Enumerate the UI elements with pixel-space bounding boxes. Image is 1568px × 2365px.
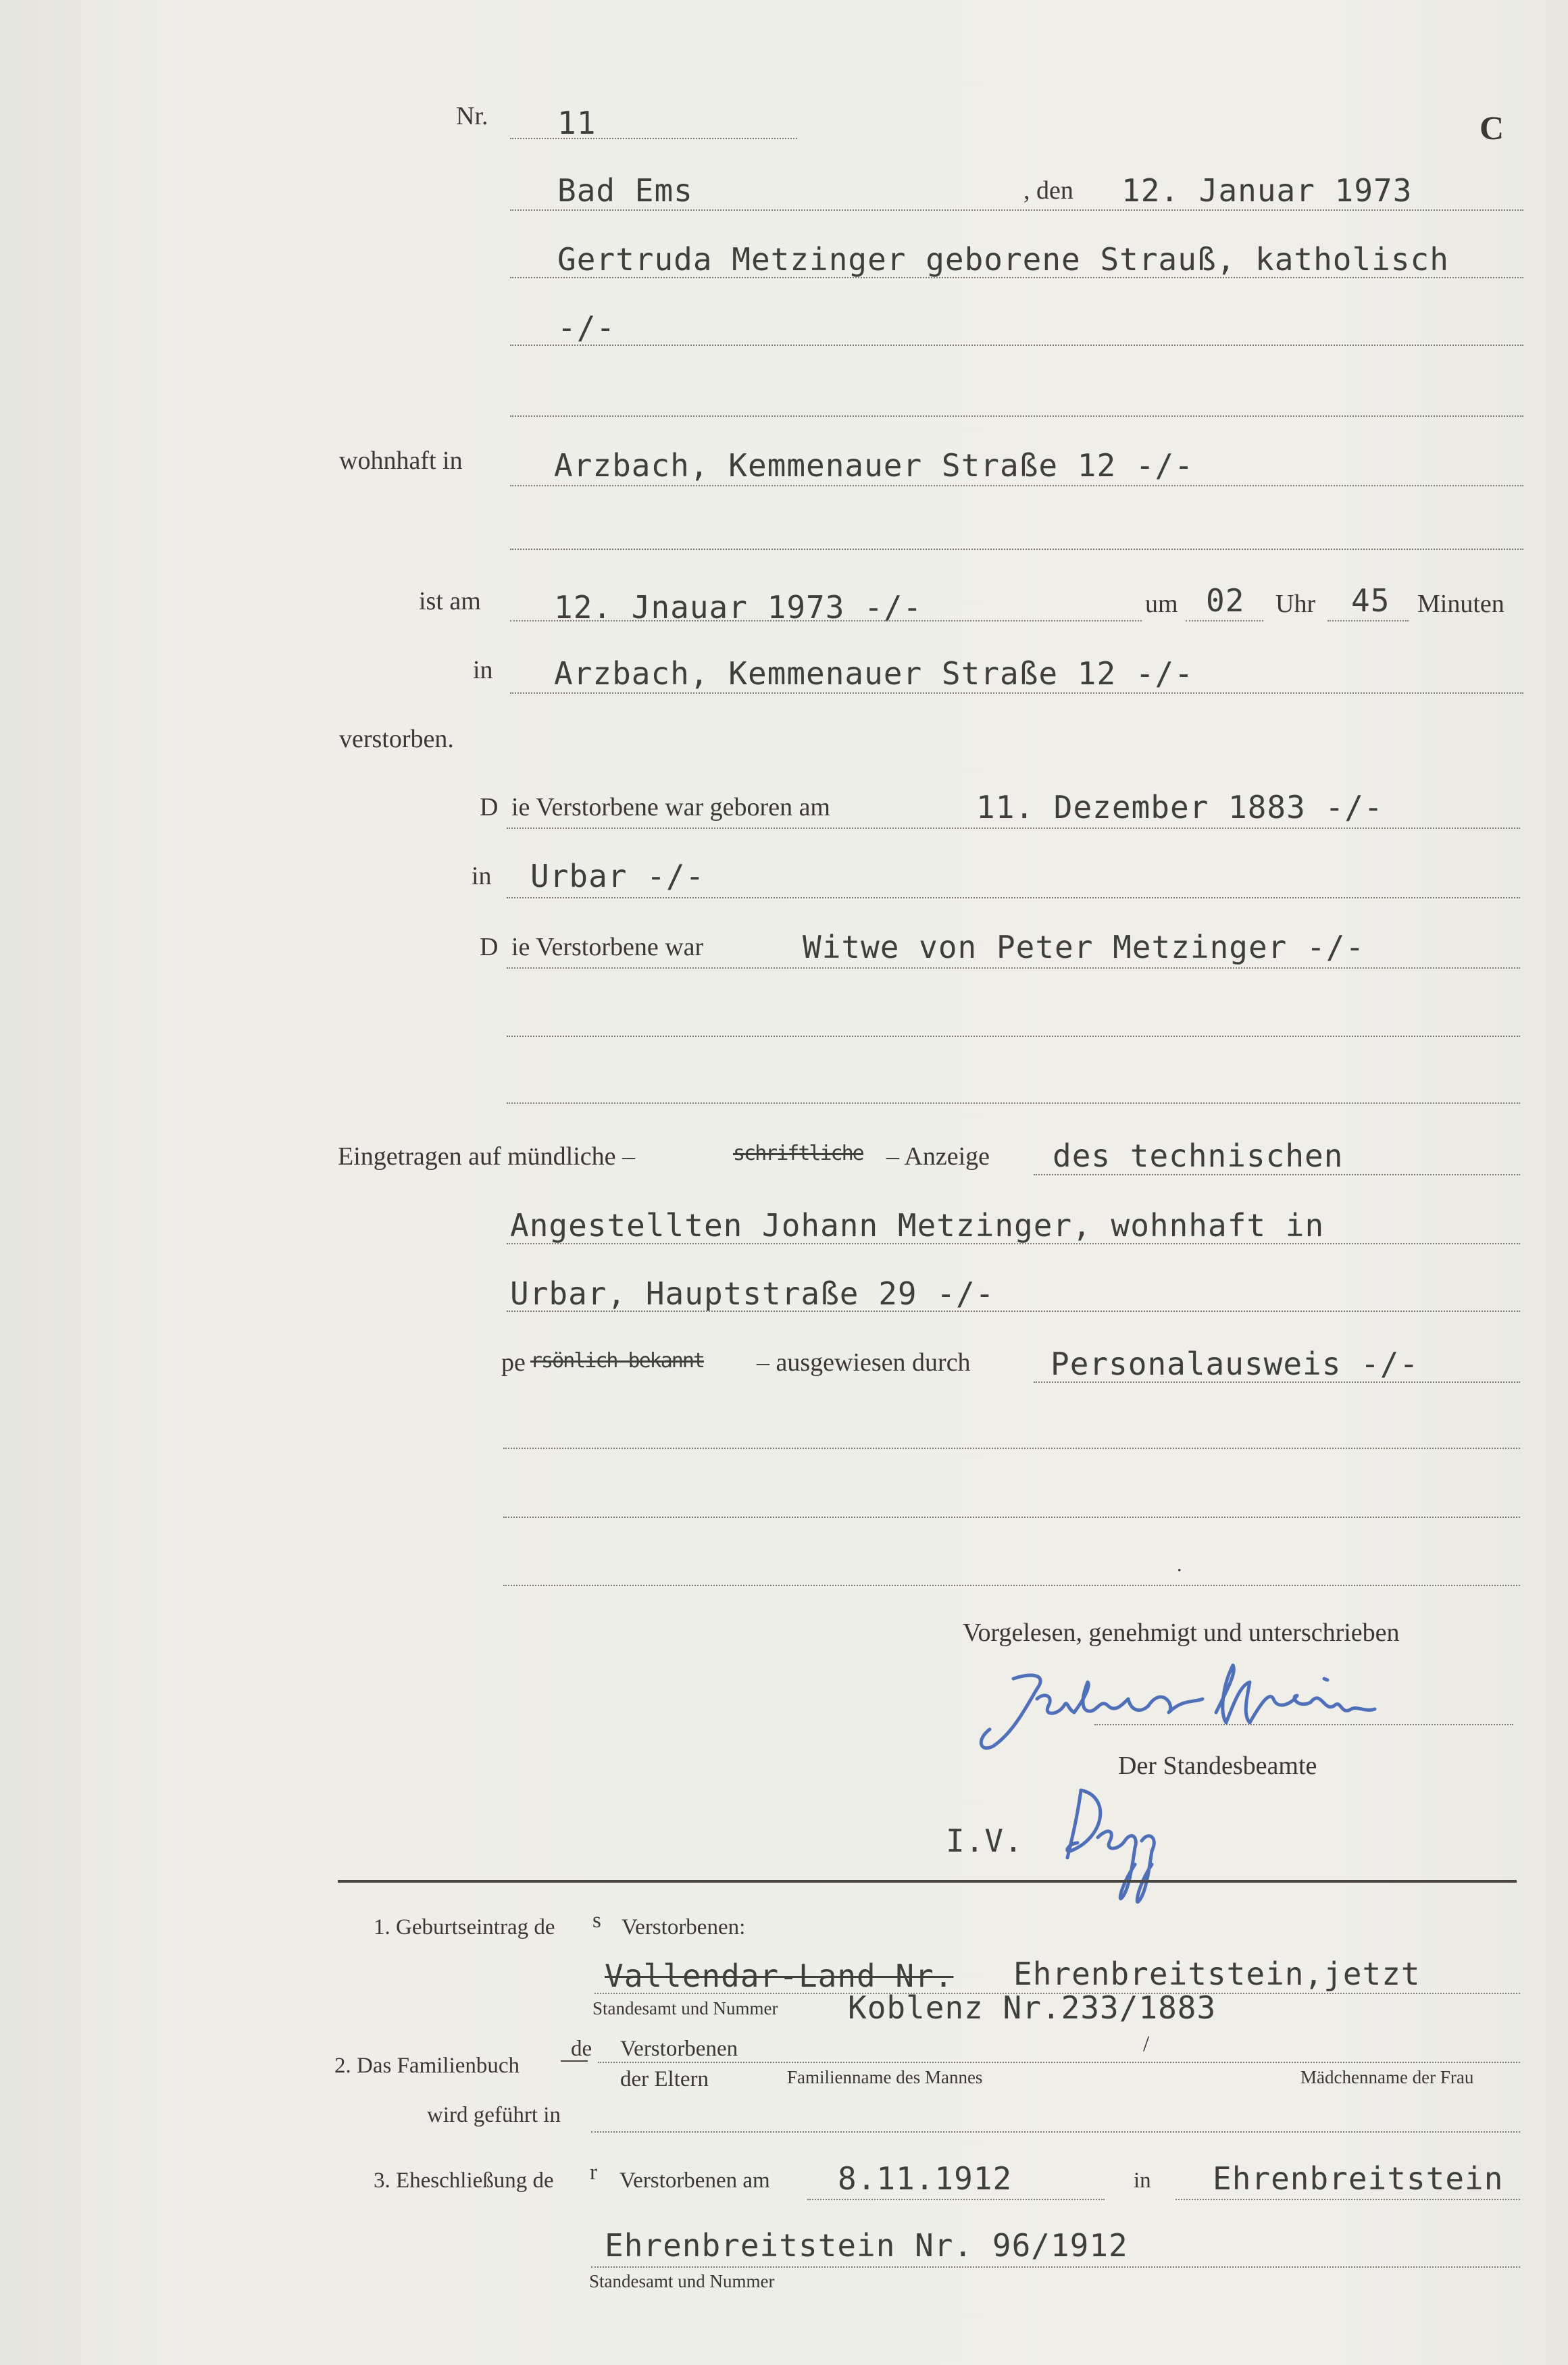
name-line-1	[510, 277, 1523, 278]
entry-number: 11	[557, 105, 597, 141]
death-minutes: 45	[1351, 582, 1390, 619]
footer-item2-opt1: Verstorbenen	[620, 2037, 738, 2061]
death-date: 12. Jnauar 1973 -/-	[554, 589, 923, 626]
status-line	[507, 967, 1520, 969]
known-prefix: pe	[501, 1348, 526, 1377]
informant-line-3: Urbar, Hauptstraße 29 -/-	[510, 1275, 995, 1312]
footer-item3-label: 3. Eheschließung de	[374, 2168, 554, 2193]
id-document: Personalausweis -/-	[1051, 1346, 1419, 1382]
footer-separator	[338, 1880, 1517, 1883]
minuten-label: Minuten	[1417, 590, 1504, 618]
marriage-date: 8.11.1912	[838, 2160, 1013, 2197]
birth-in-label: in	[472, 862, 492, 890]
footer-item1-label-end: Verstorbenen:	[622, 1915, 746, 1939]
footer-item2-label: 2. Das Familienbuch	[334, 2054, 520, 2078]
id-document-line	[1034, 1381, 1520, 1383]
footer-item2-opt2: der Eltern	[620, 2067, 709, 2091]
status-line-2	[507, 1036, 1520, 1037]
known-struck: rsönlich bekannt	[530, 1349, 704, 1373]
birth-label: ie Verstorbene war geboren am	[511, 793, 830, 821]
death-place: Arzbach, Kemmenauer Straße 12 -/-	[554, 655, 1194, 692]
footer-item1-value-b: Koblenz Nr.233/1883	[848, 1989, 1217, 2026]
registry-place: Bad Ems	[557, 172, 693, 209]
footer-item3-caption: Standesamt und Nummer	[589, 2271, 775, 2291]
blank-line-1	[503, 1448, 1520, 1449]
minute-line	[1327, 620, 1409, 621]
marriage-place-line	[1175, 2199, 1520, 2200]
death-hour: 02	[1206, 582, 1245, 619]
marriage-place: Ehrenbreitstein	[1213, 2160, 1504, 2197]
status-line-3	[507, 1102, 1520, 1104]
footer-item1-value-a: Ehrenbreitstein,jetzt	[1013, 1956, 1421, 1992]
iv-label: I.V.	[946, 1823, 1023, 1859]
footer-item2-line2	[591, 2131, 1520, 2133]
registration-label-start: Eingetragen auf mündliche –	[338, 1142, 636, 1171]
footer-item2-label2: wird geführt in	[427, 2103, 561, 2127]
residence-line	[510, 485, 1523, 486]
footer-item2-fraction-bar	[561, 2060, 588, 2062]
footer-item1-caption: Standesamt und Nummer	[592, 1998, 778, 2018]
corner-letter: C	[1480, 109, 1504, 147]
read-approved-label: Vorgelesen, genehmigt und unterschrieben	[963, 1619, 1400, 1647]
registration-label-end: – Anzeige	[886, 1142, 990, 1171]
name-line-2	[510, 345, 1523, 346]
deceased-name: Gertruda Metzinger geborene Strauß, katholisch	[557, 241, 1449, 278]
informant-line-3-rule	[507, 1311, 1520, 1312]
deceased-name-2: -/-	[557, 309, 616, 346]
den-label: , den	[1023, 176, 1073, 205]
birth-date-line	[507, 828, 1520, 829]
verstorben-label: verstorben.	[339, 725, 454, 753]
hour-line	[1186, 620, 1263, 621]
death-in-label: in	[473, 656, 493, 684]
informant-line-1: des technischen	[1053, 1138, 1344, 1174]
blank-line-3	[503, 1585, 1520, 1586]
informant-signature-line	[1094, 1724, 1513, 1725]
place-date-line	[510, 209, 1523, 211]
footer-item3-suffix: r	[590, 2160, 597, 2185]
um-label: um	[1145, 590, 1178, 618]
name-line-3	[510, 415, 1523, 417]
residence-label: wohnhaft in	[339, 447, 463, 475]
uhr-label: Uhr	[1275, 590, 1316, 618]
death-date-line	[510, 620, 1142, 621]
blank-line-2	[503, 1517, 1520, 1518]
footer-item3-in: in	[1134, 2168, 1151, 2193]
marriage-registry: Ehrenbreitstein Nr. 96/1912	[605, 2227, 1128, 2264]
marriage-date-line	[807, 2199, 1105, 2200]
known-suffix: – ausgewiesen durch	[757, 1348, 971, 1377]
footer-item1-suffix: s	[592, 1908, 601, 1933]
footer-item3-line2	[591, 2266, 1520, 2268]
birth-place-line	[507, 897, 1520, 898]
footer-item2-cap-left: Familienname des Mannes	[787, 2067, 983, 2087]
marital-status: Witwe von Peter Metzinger -/-	[803, 929, 1365, 965]
death-place-line	[510, 692, 1523, 694]
birth-date: 11. Dezember 1883 -/-	[976, 789, 1384, 825]
official-signature	[1051, 1777, 1186, 1905]
informant-line-1-rule	[1034, 1174, 1520, 1175]
birth-prefix: D	[480, 793, 499, 821]
informant-line-2: Angestellten Johann Metzinger, wohnhaft in	[510, 1207, 1325, 1244]
nr-label: Nr.	[456, 102, 488, 130]
informant-line-2-rule	[507, 1243, 1520, 1244]
footer-item2-line	[598, 2062, 1520, 2063]
footer-item2-de: de	[571, 2037, 592, 2061]
birth-place: Urbar -/-	[530, 858, 705, 894]
nr-line	[510, 138, 797, 139]
registry-date: 12. Januar 1973	[1121, 172, 1413, 209]
dot-mark: .	[1177, 1554, 1182, 1576]
death-date-label: ist am	[419, 587, 481, 615]
footer-item1-struck: Vallendar-Land Nr.	[605, 1958, 954, 1994]
status-prefix: D	[480, 933, 499, 961]
footer-item2-slash: /	[1143, 2032, 1150, 2056]
footer-item3-label-end: Verstorbenen am	[619, 2168, 770, 2193]
footer-item1-label: 1. Geburtseintrag de	[374, 1915, 555, 1939]
footer-item2-cap-right: Mädchenname der Frau	[1300, 2067, 1474, 2087]
official-label: Der Standesbeamte	[1118, 1752, 1317, 1780]
residence-value: Arzbach, Kemmenauer Straße 12 -/-	[554, 447, 1194, 484]
residence-line-2	[510, 549, 1523, 550]
status-label: ie Verstorbene war	[511, 933, 704, 961]
registration-struck-word: schriftliche	[733, 1142, 863, 1165]
